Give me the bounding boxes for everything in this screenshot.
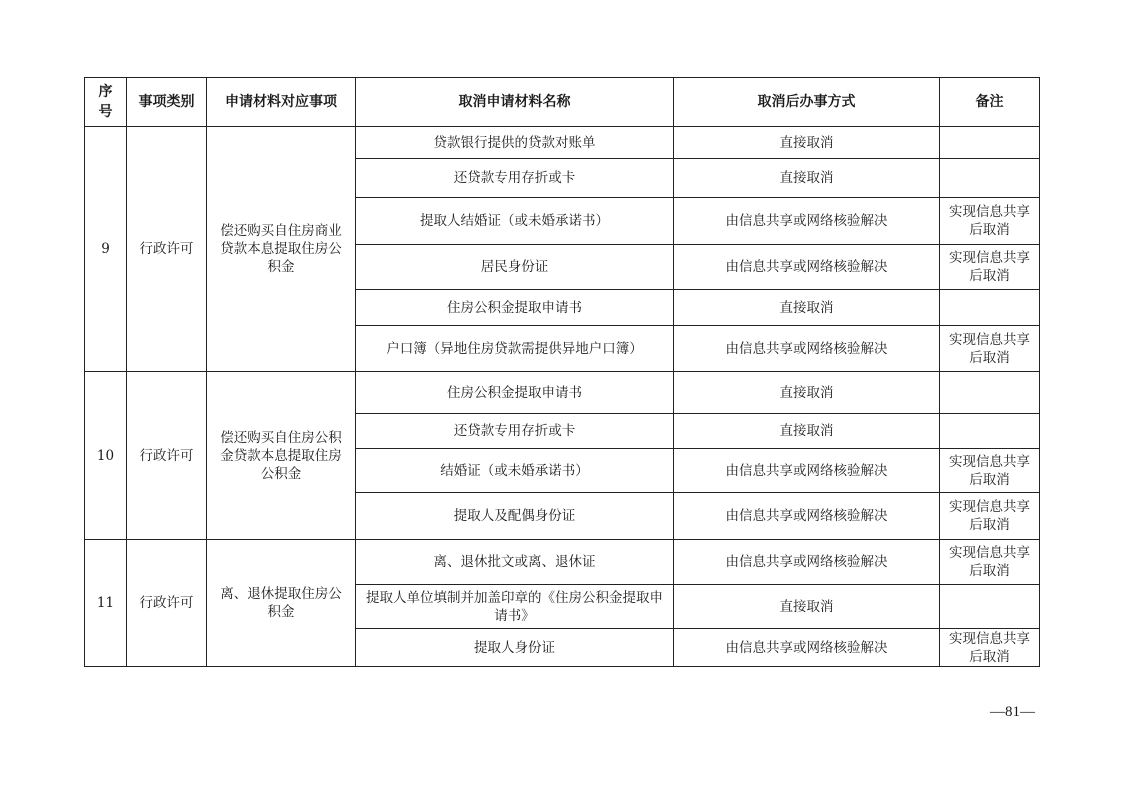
header-matter: 申请材料对应事项 bbox=[207, 78, 356, 127]
method-cell: 直接取消 bbox=[674, 414, 940, 449]
note-cell: 实现信息共享后取消 bbox=[940, 198, 1040, 245]
note-cell: 实现信息共享后取消 bbox=[940, 540, 1040, 585]
note-cell: 实现信息共享后取消 bbox=[940, 326, 1040, 372]
group-matter: 偿还购买自住房公积金贷款本息提取住房公积金 bbox=[207, 372, 356, 540]
method-cell: 由信息共享或网络核验解决 bbox=[674, 326, 940, 372]
material-cell: 居民身份证 bbox=[356, 245, 674, 290]
material-cell: 住房公积金提取申请书 bbox=[356, 290, 674, 326]
material-cell: 还贷款专用存折或卡 bbox=[356, 414, 674, 449]
cancellation-table bbox=[84, 77, 1040, 667]
material-cell: 户口簿（异地住房贷款需提供异地户口簿） bbox=[356, 326, 674, 372]
header-material: 取消申请材料名称 bbox=[356, 78, 674, 127]
method-cell: 由信息共享或网络核验解决 bbox=[674, 493, 940, 540]
method-cell: 由信息共享或网络核验解决 bbox=[674, 629, 940, 667]
material-cell: 提取人结婚证（或未婚承诺书） bbox=[356, 198, 674, 245]
method-cell: 由信息共享或网络核验解决 bbox=[674, 198, 940, 245]
group-matter: 离、退休提取住房公积金 bbox=[207, 540, 356, 667]
material-cell: 离、退休批文或离、退休证 bbox=[356, 540, 674, 585]
note-cell: 实现信息共享后取消 bbox=[940, 245, 1040, 290]
material-cell: 还贷款专用存折或卡 bbox=[356, 159, 674, 198]
note-cell: 实现信息共享后取消 bbox=[940, 449, 1040, 493]
header-seq: 序号 bbox=[85, 78, 127, 127]
note-cell: 实现信息共享后取消 bbox=[940, 493, 1040, 540]
material-cell: 提取人身份证 bbox=[356, 629, 674, 667]
method-cell: 由信息共享或网络核验解决 bbox=[674, 245, 940, 290]
note-cell bbox=[940, 414, 1040, 449]
table-row bbox=[85, 372, 1040, 414]
note-cell bbox=[940, 127, 1040, 159]
group-matter: 偿还购买自住房商业贷款本息提取住房公积金 bbox=[207, 127, 356, 372]
material-cell: 住房公积金提取申请书 bbox=[356, 372, 674, 414]
group-category: 行政许可 bbox=[127, 540, 207, 667]
material-cell: 提取人及配偶身份证 bbox=[356, 493, 674, 540]
group-category: 行政许可 bbox=[127, 127, 207, 372]
table-row bbox=[85, 127, 1040, 159]
header-method: 取消后办事方式 bbox=[674, 78, 940, 127]
method-cell: 直接取消 bbox=[674, 585, 940, 629]
group-seq: 10 bbox=[85, 372, 127, 540]
note-cell bbox=[940, 290, 1040, 326]
material-cell: 贷款银行提供的贷款对账单 bbox=[356, 127, 674, 159]
material-cell: 结婚证（或未婚承诺书） bbox=[356, 449, 674, 493]
method-cell: 直接取消 bbox=[674, 290, 940, 326]
method-cell: 由信息共享或网络核验解决 bbox=[674, 540, 940, 585]
note-cell bbox=[940, 372, 1040, 414]
group-seq: 11 bbox=[85, 540, 127, 667]
note-cell: 实现信息共享后取消 bbox=[940, 629, 1040, 667]
method-cell: 由信息共享或网络核验解决 bbox=[674, 449, 940, 493]
method-cell: 直接取消 bbox=[674, 372, 940, 414]
note-cell bbox=[940, 159, 1040, 198]
table-row bbox=[85, 540, 1040, 585]
note-cell bbox=[940, 585, 1040, 629]
header-category: 事项类别 bbox=[127, 78, 207, 127]
group-seq: 9 bbox=[85, 127, 127, 372]
page-number: —81— bbox=[990, 704, 1035, 720]
material-cell: 提取人单位填制并加盖印章的《住房公积金提取申请书》 bbox=[356, 585, 674, 629]
group-category: 行政许可 bbox=[127, 372, 207, 540]
method-cell: 直接取消 bbox=[674, 159, 940, 198]
header-note: 备注 bbox=[940, 78, 1040, 127]
header-row bbox=[85, 78, 1040, 127]
method-cell: 直接取消 bbox=[674, 127, 940, 159]
